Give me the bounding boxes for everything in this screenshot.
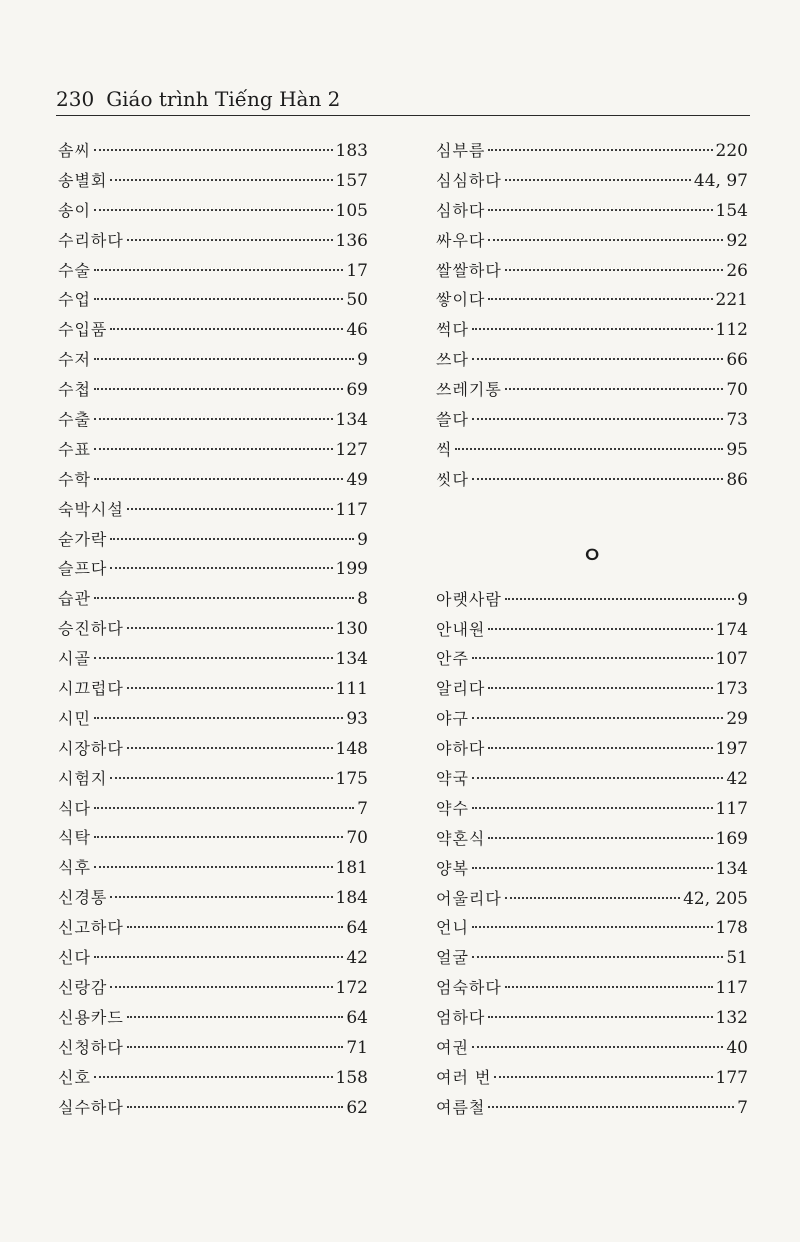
- index-entry: [58, 614, 368, 644]
- index-entry: [58, 375, 368, 405]
- entry-word: 심심하다: [436, 170, 502, 190]
- index-entry: [58, 405, 368, 435]
- entry-word: 신랑감: [58, 977, 108, 997]
- index-entry: [436, 943, 748, 973]
- entry-word: 식다: [58, 798, 91, 818]
- index-entry: [436, 1093, 748, 1123]
- index-entry: [58, 345, 368, 375]
- entry-page: 130: [335, 619, 368, 640]
- index-entry: [436, 435, 748, 465]
- entry-page: 42: [346, 948, 368, 969]
- entry-word: 여름철: [436, 1097, 486, 1117]
- entry-page: 181: [335, 858, 368, 879]
- entry-page: 40: [726, 1038, 748, 1059]
- dot-leader: [505, 897, 680, 899]
- index-entry: [436, 854, 748, 884]
- entry-page: 71: [346, 1037, 368, 1058]
- dot-leader: [127, 747, 333, 749]
- dot-leader: [94, 358, 354, 360]
- entry-word: 신다: [58, 948, 91, 968]
- index-entry: [58, 315, 368, 345]
- entry-word: 식탁: [58, 828, 91, 848]
- entry-page: 111: [335, 679, 368, 700]
- entry-page: 17: [346, 260, 368, 281]
- dot-leader: [472, 717, 723, 719]
- index-entry: [436, 345, 748, 375]
- index-entry: [58, 913, 368, 943]
- index-entry: [436, 256, 748, 286]
- entry-page: 7: [737, 1097, 748, 1118]
- entry-word: 신용카드: [58, 1007, 124, 1027]
- dot-leader: [472, 478, 723, 480]
- entry-word: 안주: [436, 649, 469, 669]
- index-entry: [436, 136, 748, 166]
- index-entry: [58, 196, 368, 226]
- entry-page: 154: [715, 200, 748, 221]
- dot-leader: [472, 926, 713, 928]
- entry-page: 70: [726, 380, 748, 401]
- entry-word: 식후: [58, 858, 91, 878]
- dot-leader: [488, 837, 712, 839]
- index-entry: [436, 1063, 748, 1093]
- index-entry: [58, 883, 368, 913]
- dot-leader: [472, 1046, 723, 1048]
- entry-page: 105: [335, 200, 368, 221]
- entry-page: 9: [357, 529, 368, 550]
- index-entry: [58, 465, 368, 495]
- index-entry: [436, 824, 748, 854]
- dot-leader: [94, 657, 333, 659]
- entry-page: 9: [357, 350, 368, 371]
- entry-word: 수입품: [58, 320, 108, 340]
- entry-page: 173: [715, 679, 748, 700]
- index-entry: [436, 465, 748, 495]
- entry-word: 심부름: [436, 141, 486, 160]
- dot-leader: [472, 807, 713, 809]
- entry-word: 야하다: [436, 739, 486, 759]
- entry-word: 쓸다: [436, 410, 469, 430]
- entry-page: 64: [346, 1007, 368, 1028]
- dot-leader: [94, 149, 333, 151]
- entry-word: 어울리다: [436, 888, 502, 908]
- index-entry: [58, 1033, 368, 1063]
- dot-leader: [94, 717, 343, 719]
- index-column-left: [58, 136, 368, 1122]
- entry-page: 107: [715, 649, 748, 670]
- entry-word: 약수: [436, 798, 469, 818]
- index-entry: [436, 1003, 748, 1033]
- index-entry: [436, 196, 748, 226]
- dot-leader: [110, 777, 332, 779]
- dot-leader: [110, 179, 332, 181]
- entry-page: 70: [346, 828, 368, 849]
- entry-word: 수저: [58, 350, 91, 370]
- dot-leader: [110, 896, 332, 898]
- dot-leader: [488, 1016, 712, 1018]
- entry-word: 엄숙하다: [436, 978, 502, 998]
- entry-page: 117: [715, 798, 748, 819]
- entry-word: 수첩: [58, 380, 91, 400]
- dot-leader: [127, 508, 333, 510]
- dot-leader: [494, 1076, 712, 1078]
- entry-word: 실수하다: [58, 1097, 124, 1117]
- index-entry: [58, 674, 368, 704]
- index-entry: [58, 1063, 368, 1093]
- entry-page: 112: [715, 320, 748, 341]
- entry-word: 시골: [58, 649, 91, 669]
- entry-word: 썩다: [436, 320, 469, 340]
- entry-page: 220: [715, 141, 748, 161]
- entry-word: 얼굴: [436, 948, 469, 968]
- index-entry: [58, 166, 368, 196]
- entry-word: 약국: [436, 769, 469, 789]
- entry-page: 7: [357, 798, 368, 819]
- entry-page: 199: [335, 559, 368, 580]
- entry-word: 수출: [58, 410, 91, 430]
- dot-leader: [488, 747, 712, 749]
- entry-word: 수술: [58, 260, 91, 280]
- entry-page: 132: [715, 1008, 748, 1029]
- dot-leader: [488, 687, 712, 689]
- index-entry: [58, 853, 368, 883]
- dot-leader: [455, 448, 723, 450]
- entry-word: 수리하다: [58, 230, 124, 250]
- dot-leader: [472, 418, 723, 420]
- entry-word: 알리다: [436, 679, 486, 699]
- dot-leader: [94, 298, 343, 300]
- dot-leader: [505, 269, 724, 271]
- entry-page: 172: [335, 977, 368, 998]
- entry-page: 42: [726, 769, 748, 790]
- dot-leader: [94, 597, 354, 599]
- entry-page: 64: [346, 918, 368, 939]
- index-entry: [436, 315, 748, 345]
- index-entry: [58, 136, 368, 166]
- index-column-right: [436, 136, 748, 1123]
- dot-leader: [472, 358, 723, 360]
- index-entry: [436, 644, 748, 674]
- entry-word: 쌓이다: [436, 290, 486, 310]
- entry-word: 쓰다: [436, 350, 469, 370]
- dot-leader: [127, 1046, 344, 1048]
- entry-page: 49: [346, 469, 368, 490]
- dot-leader: [94, 269, 343, 271]
- entry-page: 93: [346, 708, 368, 729]
- dot-leader: [94, 836, 343, 838]
- entry-word: 시장하다: [58, 738, 124, 758]
- entry-page: 177: [715, 1067, 748, 1088]
- dot-leader: [505, 986, 713, 988]
- index-entry: [58, 584, 368, 614]
- entry-word: 시민: [58, 708, 91, 728]
- entry-page: 169: [715, 828, 748, 849]
- section-gap: [436, 495, 748, 517]
- dot-leader: [94, 418, 333, 420]
- dot-leader: [127, 627, 333, 629]
- dot-leader: [110, 538, 354, 540]
- index-entry: [436, 1033, 748, 1063]
- entry-page: 73: [726, 410, 748, 431]
- entry-page: 134: [335, 649, 368, 670]
- entry-word: 아랫사람: [436, 589, 502, 609]
- entry-word: 심하다: [436, 200, 486, 220]
- entry-word: 슬프다: [58, 559, 108, 579]
- entry-page: 26: [726, 260, 748, 281]
- index-entry: [58, 734, 368, 764]
- dot-leader: [488, 209, 712, 211]
- dot-leader: [472, 956, 723, 958]
- index-entry: [58, 226, 368, 256]
- entry-word: 안내원: [436, 619, 486, 639]
- index-entry: [436, 764, 748, 794]
- dot-leader: [110, 567, 332, 569]
- entry-word: 승진하다: [58, 619, 124, 639]
- entry-page: 42, 205: [683, 888, 748, 909]
- dot-leader: [505, 179, 691, 181]
- index-entry: [436, 704, 748, 734]
- dot-leader: [94, 956, 343, 958]
- index-entry: [436, 734, 748, 764]
- entry-word: 습관: [58, 589, 91, 609]
- entry-word: 신청하다: [58, 1037, 124, 1057]
- dot-leader: [505, 598, 734, 600]
- entry-page: 44, 97: [693, 170, 748, 191]
- index-entry: [58, 256, 368, 286]
- page-header: [56, 88, 750, 116]
- index-entry: [58, 823, 368, 853]
- index-entry: [58, 943, 368, 973]
- entry-word: 수학: [58, 469, 91, 489]
- entry-page: 50: [346, 290, 368, 311]
- entry-page: 8: [357, 589, 368, 610]
- index-entry: [436, 585, 748, 615]
- index-entry: [436, 674, 748, 704]
- dot-leader: [127, 239, 333, 241]
- dot-leader: [94, 807, 354, 809]
- entry-page: 175: [335, 768, 368, 789]
- entry-word: 솜씨: [58, 141, 91, 160]
- index-entry: [436, 615, 748, 645]
- index-entry: [58, 973, 368, 1003]
- entry-word: 싸우다: [436, 230, 486, 250]
- section-letter-heading: ㅇ: [581, 544, 603, 570]
- entry-page: 221: [715, 290, 748, 311]
- entry-word: 양복: [436, 858, 469, 878]
- dot-leader: [110, 328, 343, 330]
- entry-word: 숟가락: [58, 529, 108, 549]
- dot-leader: [127, 1106, 344, 1108]
- dot-leader: [472, 328, 713, 330]
- entry-page: 69: [346, 380, 368, 401]
- entry-page: 92: [726, 230, 748, 251]
- index-entry: [436, 166, 748, 196]
- entry-word: 시끄럽다: [58, 679, 124, 699]
- dot-leader: [127, 926, 344, 928]
- entry-word: 여권: [436, 1038, 469, 1058]
- entry-page: 197: [715, 739, 748, 760]
- entry-page: 184: [335, 888, 368, 909]
- entry-page: 46: [346, 320, 368, 341]
- index-entry: [436, 375, 748, 405]
- entry-page: 51: [726, 948, 748, 969]
- entry-page: 148: [335, 738, 368, 759]
- dot-leader: [110, 986, 332, 988]
- index-entry: [58, 1003, 368, 1033]
- index-entry: [58, 435, 368, 465]
- index-entry: [58, 285, 368, 315]
- index-entry: [58, 554, 368, 584]
- index-entry: [58, 525, 368, 555]
- entry-word: 숙박시설: [58, 499, 124, 519]
- dot-leader: [94, 866, 333, 868]
- dot-leader: [488, 239, 723, 241]
- entry-word: 쌀쌀하다: [436, 260, 502, 280]
- entry-word: 수표: [58, 439, 91, 459]
- index-entry: [436, 913, 748, 943]
- dot-leader: [127, 1016, 344, 1018]
- dot-leader: [472, 657, 713, 659]
- dot-leader: [488, 149, 712, 151]
- index-entry: [58, 794, 368, 824]
- entry-page: 136: [335, 230, 368, 251]
- entry-page: 62: [346, 1097, 368, 1118]
- dot-leader: [127, 687, 333, 689]
- entry-word: 송별회: [58, 170, 108, 190]
- page-number: 230: [56, 87, 95, 111]
- dot-leader: [94, 388, 343, 390]
- entry-word: 신경통: [58, 888, 108, 908]
- index-entry: [436, 405, 748, 435]
- dot-leader: [488, 628, 712, 630]
- entry-word: 수업: [58, 290, 91, 310]
- entry-page: 9: [737, 589, 748, 610]
- index-entry: [58, 764, 368, 794]
- entry-word: 여러 번: [436, 1067, 492, 1087]
- entry-page: 183: [335, 141, 368, 161]
- entry-page: 174: [715, 619, 748, 640]
- index-entry: [436, 973, 748, 1003]
- entry-page: 157: [335, 170, 368, 191]
- entry-page: 86: [726, 469, 748, 490]
- dot-leader: [488, 298, 712, 300]
- dot-leader: [94, 448, 333, 450]
- dot-leader: [505, 388, 724, 390]
- entry-page: 127: [335, 439, 368, 460]
- dot-leader: [472, 777, 723, 779]
- dot-leader: [94, 209, 333, 211]
- book-title: Giáo trình Tiếng Hàn 2: [106, 87, 341, 111]
- index-entry: [58, 495, 368, 525]
- entry-word: 야구: [436, 709, 469, 729]
- entry-page: 29: [726, 709, 748, 730]
- entry-page: 117: [335, 499, 368, 520]
- entry-word: 신호: [58, 1067, 91, 1087]
- entry-page: 178: [715, 918, 748, 939]
- dot-leader: [94, 478, 343, 480]
- dot-leader: [472, 867, 713, 869]
- index-section-s: [436, 136, 748, 495]
- dot-leader: [488, 1106, 734, 1108]
- entry-word: 씩: [436, 439, 453, 459]
- index-entry: [58, 1093, 368, 1123]
- entry-page: 95: [726, 439, 748, 460]
- entry-word: 쓰레기통: [436, 380, 502, 400]
- index-entry: [436, 884, 748, 914]
- entry-page: 66: [726, 350, 748, 371]
- entry-word: 약혼식: [436, 828, 486, 848]
- index-entry: [58, 644, 368, 674]
- index-entry: [436, 226, 748, 256]
- entry-word: 신고하다: [58, 918, 124, 938]
- entry-word: 시험지: [58, 768, 108, 788]
- index-entry: [436, 794, 748, 824]
- entry-word: 언니: [436, 918, 469, 938]
- index-section-o: [436, 585, 748, 1123]
- entry-page: 117: [715, 978, 748, 999]
- entry-word: 씻다: [436, 469, 469, 489]
- entry-word: 송이: [58, 200, 91, 220]
- entry-word: 엄하다: [436, 1008, 486, 1028]
- index-entry: [436, 285, 748, 315]
- dot-leader: [94, 1076, 333, 1078]
- entry-page: 158: [335, 1067, 368, 1088]
- entry-page: 134: [335, 410, 368, 431]
- index-entry: [58, 704, 368, 734]
- entry-page: 134: [715, 858, 748, 879]
